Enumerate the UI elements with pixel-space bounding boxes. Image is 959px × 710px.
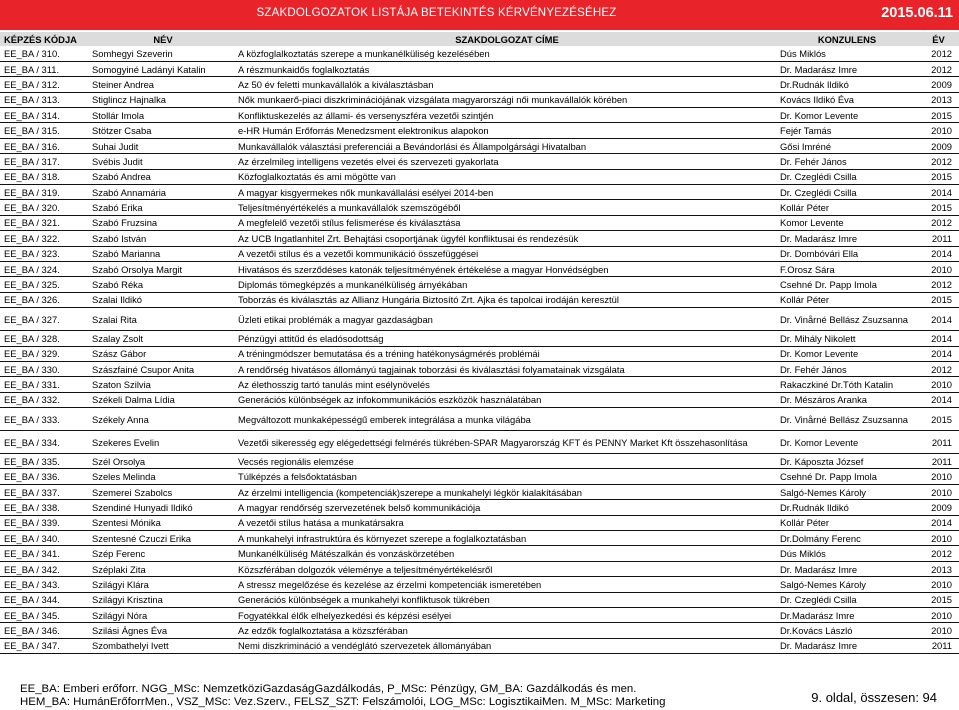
print-date: 2015.06.11 (881, 5, 953, 21)
cell-year: 2009 (931, 140, 952, 152)
cell-konzulens: Salgó-Nemes Károly (780, 486, 866, 498)
cell-title: e-HR Humán Erőforrás Menedzsment elektronikus alapokon (238, 125, 489, 137)
cell-name: Szalay Zsolt (92, 332, 144, 344)
cell-konzulens: Dr. Dombóvári Ella (780, 248, 859, 260)
cell-code: EE_BA / 344. (4, 594, 60, 606)
table-row (0, 469, 959, 484)
table-row (0, 531, 959, 546)
cell-konzulens: Dr. Czeglédi Csilla (780, 594, 857, 606)
cell-konzulens: Dr. Vinårné Bellász Zsuzsanna (780, 313, 909, 325)
title-banner (0, 0, 959, 30)
abbreviation-legend (20, 683, 665, 709)
cell-name: Széplaki Zita (92, 563, 146, 575)
cell-title: Vecsés regionális elemzése (238, 455, 354, 467)
table-row (0, 484, 959, 499)
cell-name: Szabó István (92, 232, 147, 244)
cell-code: EE_BA / 315. (4, 125, 60, 137)
cell-title: Az UCB Ingatlanhitel Zrt. Behajtási csoportjának ügyfél konfliktusai és rendezésük (238, 232, 579, 244)
table-row (0, 561, 959, 576)
cell-code: EE_BA / 337. (4, 486, 60, 498)
cell-code: EE_BA / 323. (4, 248, 60, 260)
cell-name: Szekeres Evelin (92, 436, 160, 448)
table-row (0, 377, 959, 392)
cell-title: Vezetői sikeresség egy elégedettségi felmérés tükrében-SPAR Magyarország KFT és PENNY Market Kft összehasonlítása (238, 436, 748, 448)
cell-title: Az élethosszig tartó tanulás mint esélynövelés (238, 379, 430, 390)
cell-code: EE_BA / 333. (4, 413, 60, 425)
table-row (0, 346, 959, 361)
cell-code: EE_BA / 330. (4, 363, 60, 375)
cell-code: EE_BA / 342. (4, 563, 60, 575)
cell-konzulens: Dús Miklós (780, 47, 826, 59)
cell-konzulens: Dús Miklós (780, 548, 826, 560)
cell-year: 2015 (931, 594, 952, 606)
cell-title: Hivatásos és szerződéses katonák teljesítményének értékelése a magyar Honvédségben (238, 263, 609, 275)
cell-code: EE_BA / 311. (4, 63, 60, 75)
cell-konzulens: Dr. Madarász Imre (780, 63, 858, 75)
cell-name: Szemerei Szabolcs (92, 486, 173, 498)
cell-konzulens: Dr. Vinårné Bellász Zsuzsanna (780, 413, 909, 425)
cell-code: EE_BA / 316. (4, 140, 60, 152)
cell-name: Suhai Judit (92, 140, 139, 152)
cell-konzulens: Dr. Komor Levente (780, 109, 859, 121)
cell-code: EE_BA / 343. (4, 578, 60, 590)
cell-title: Nemi diszkrimináció a vendéglátó szervezetek állományában (238, 640, 492, 652)
legend-line: EE_BA: Emberi erőforr. NGG_MSc: NemzetköziGazdaságGazdálkodás, P_MSc: Pénzügy, GM_BA: Gazdálkodás és men. (20, 683, 637, 695)
cell-name: Stiglincz Hajnalka (92, 94, 166, 106)
table-row (0, 277, 959, 292)
cell-year: 2010 (931, 486, 952, 498)
cell-title: A megfelelő vezetői stílus felismerése és kiválasztása (238, 217, 461, 229)
cell-name: Szilágyi Nóra (92, 609, 148, 621)
cell-year: 2015 (931, 109, 952, 121)
cell-name: Szalai Ildikó (92, 294, 143, 306)
cell-title: Nők munkaerő-piaci diszkriminációjának vizsgálata magyarországi női munkavállalók körében (238, 94, 628, 106)
cell-konzulens: Kollár Péter (780, 294, 829, 306)
cell-konzulens: Dr.Kovács László (780, 625, 853, 637)
cell-name: Szaton Szilvia (92, 379, 151, 390)
cell-konzulens: Fejér Tamás (780, 125, 832, 137)
cell-code: EE_BA / 322. (4, 232, 60, 244)
cell-title: Generációs különbségek az infokommunikációs eszközök használatában (238, 394, 542, 406)
cell-code: EE_BA / 346. (4, 625, 60, 637)
table-row (0, 61, 959, 76)
cell-title: A részmunkaidős foglalkoztatás (238, 63, 370, 75)
cell-year: 2013 (931, 563, 952, 575)
cell-year: 2009 (931, 78, 952, 90)
cell-code: EE_BA / 334. (4, 436, 60, 448)
cell-name: Szilágyi Krisztina (92, 594, 163, 606)
column-header-konzulens: KONZULENS (776, 32, 914, 46)
table-row (0, 123, 959, 138)
table-row (0, 308, 959, 331)
cell-year: 2010 (931, 263, 952, 275)
cell-konzulens: Komor Levente (780, 217, 844, 229)
cell-title: Generációs különbségek a munkahelyi konfliktusok tükrében (238, 594, 490, 606)
cell-konzulens: Dr.Dolmány Ferenc (780, 532, 861, 544)
cell-title: A munkahelyi infrastruktúra és környezet szerepe a foglalkoztatásban (238, 532, 527, 544)
cell-title: Diplomás tömegképzés a munkanélküliség árnyékában (238, 279, 468, 291)
cell-year: 2011 (931, 640, 952, 652)
cell-code: EE_BA / 314. (4, 109, 60, 121)
cell-code: EE_BA / 317. (4, 155, 60, 167)
cell-name: Szabó Annamária (92, 186, 167, 198)
table-row (0, 608, 959, 623)
cell-year: 2010 (931, 125, 952, 137)
cell-year: 2014 (931, 517, 952, 529)
cell-name: Szászfainé Csupor Anita (92, 363, 195, 375)
table-row (0, 408, 959, 431)
cell-name: Szendiné Hunyadi Ildikó (92, 501, 193, 513)
cell-year: 2012 (931, 217, 952, 229)
cell-code: EE_BA / 318. (4, 171, 60, 183)
column-header-title: SZAKDOLGOZAT CÍME (234, 32, 776, 46)
table-row (0, 500, 959, 515)
cell-name: Szombathelyi Ivett (92, 640, 169, 652)
cell-year: 2014 (931, 332, 952, 344)
cell-konzulens: Dr. Czeglédi Csilla (780, 171, 857, 183)
cell-year: 2010 (931, 578, 952, 590)
cell-title: Pénzügyi attitűd és eladósodottság (238, 332, 384, 344)
cell-konzulens: Kollár Péter (780, 517, 829, 529)
cell-year: 2014 (931, 348, 952, 360)
cell-code: EE_BA / 327. (4, 313, 60, 325)
cell-title: Konfliktuskezelés az állami- és versenyszféra vezetői szintjén (238, 109, 494, 121)
cell-year: 2013 (931, 94, 952, 106)
cell-year: 2010 (931, 625, 952, 637)
cell-konzulens: Dr. Mihály Nikolett (780, 332, 856, 344)
cell-code: EE_BA / 313. (4, 94, 60, 106)
cell-year: 2014 (931, 248, 952, 260)
cell-konzulens: Dr. Komor Levente (780, 436, 859, 448)
cell-name: Steiner Andrea (92, 78, 155, 90)
cell-konzulens: Dr. Mészáros Aranka (780, 394, 868, 406)
cell-title: Túlképzés a felsőoktatásban (238, 471, 357, 483)
cell-year: 2012 (931, 155, 952, 167)
cell-code: EE_BA / 329. (4, 348, 60, 360)
cell-name: Szép Ferenc (92, 548, 146, 560)
cell-code: EE_BA / 339. (4, 517, 60, 529)
cell-title: Az érzelmileg intelligens vezetés elvei és szervezeti gyakorlata (238, 155, 499, 167)
cell-title: Az edzők foglalkoztatása a közszférában (238, 625, 408, 637)
column-header-code: KÉPZÉS KÓDJA (0, 32, 88, 46)
cell-konzulens: Dr. Madarász Imre (780, 563, 858, 575)
cell-year: 2015 (931, 202, 952, 214)
cell-title: Az érzelmi intelligencia (kompetenciák)szerepe a munkahelyi légkör kialakításában (238, 486, 582, 498)
cell-konzulens: Gősi Imréné (780, 140, 832, 152)
cell-title: Megváltozott munkaképességű emberek integrálása a munka világába (238, 413, 531, 425)
cell-year: 2011 (931, 232, 952, 244)
cell-year: 2012 (931, 548, 952, 560)
cell-title: A magyar rendőrség szervezetének belső kommunikációja (238, 501, 481, 513)
cell-name: Stötzer Csaba (92, 125, 152, 137)
cell-name: Szél Orsolya (92, 455, 146, 467)
cell-name: Svébis Judit (92, 155, 143, 167)
cell-konzulens: Dr. Káposzta József (780, 455, 864, 467)
cell-year: 2014 (931, 186, 952, 198)
thesis-table (0, 32, 959, 654)
table-row (0, 169, 959, 184)
cell-year: 2012 (931, 363, 952, 375)
table-row (0, 361, 959, 376)
cell-name: Székeli Dalma Lídia (92, 394, 175, 406)
page-counter: 9. oldal, összesen: 94 (811, 690, 937, 705)
cell-year: 2015 (931, 413, 952, 425)
cell-name: Stollár Imola (92, 109, 145, 121)
cell-year: 2010 (931, 471, 952, 483)
cell-code: EE_BA / 320. (4, 202, 60, 214)
cell-code: EE_BA / 321. (4, 217, 60, 229)
cell-name: Somhegyi Szeverin (92, 47, 173, 59)
cell-year: 2015 (931, 294, 952, 306)
table-header-row (0, 32, 959, 46)
table-row (0, 454, 959, 469)
table-row (0, 577, 959, 592)
table-row (0, 623, 959, 638)
cell-title: Munkavállalók választási preferenciái a Bevándorlási és Állampolgársági Hivatalban (238, 140, 587, 152)
cell-konzulens: Dr.Rudnák Ildikó (780, 501, 849, 513)
cell-title: Fogyatékkal élők elhelyezkedési és képzési esélyei (238, 609, 452, 621)
cell-name: Szabó Orsolya Margit (92, 263, 183, 275)
cell-name: Szabó Réka (92, 279, 144, 291)
cell-year: 2012 (931, 47, 952, 59)
cell-year: 2014 (931, 394, 952, 406)
cell-konzulens: Dr. Fehér János (780, 155, 847, 167)
cell-konzulens: Dr. Madarász Imre (780, 232, 858, 244)
cell-konzulens: F.Orosz Sára (780, 263, 835, 275)
page-title: SZAKDOLGOZATOK LISTÁJA BETEKINTÉS KÉRVÉNYEZÉSÉHEZ (256, 7, 617, 19)
cell-code: EE_BA / 326. (4, 294, 60, 306)
cell-year: 2014 (931, 313, 952, 325)
cell-name: Szabó Fruzsina (92, 217, 158, 229)
cell-konzulens: Dr.Rudnák Ildikó (780, 78, 849, 90)
cell-year: 2010 (931, 532, 952, 544)
table-row (0, 392, 959, 407)
cell-konzulens: Kollár Péter (780, 202, 829, 214)
table-row (0, 185, 959, 200)
cell-konzulens: Dr.Madarász Imre (780, 609, 855, 621)
table-row (0, 215, 959, 230)
cell-year: 2011 (931, 436, 952, 448)
cell-name: Szabó Andrea (92, 171, 151, 183)
cell-name: Szabó Erika (92, 202, 143, 214)
cell-name: Szeles Melinda (92, 471, 156, 483)
cell-title: A vezetői stílus és a vezetői kommunikáció összefüggései (238, 248, 479, 260)
cell-konzulens: Dr. Madarász Imre (780, 640, 858, 652)
table-row (0, 431, 959, 454)
table-row (0, 138, 959, 153)
cell-name: Szász Gábor (92, 348, 147, 360)
cell-code: EE_BA / 324. (4, 263, 60, 275)
cell-title: A vezetői stílus hatása a munkatársakra (238, 517, 404, 529)
cell-name: Szilási Ágnes Éva (92, 625, 168, 637)
table-row (0, 261, 959, 276)
table-row (0, 638, 959, 653)
cell-konzulens: Dr. Czeglédi Csilla (780, 186, 857, 198)
cell-name: Szentesné Czuczi Erika (92, 532, 192, 544)
cell-code: EE_BA / 336. (4, 471, 60, 483)
cell-year: 2009 (931, 501, 952, 513)
cell-title: A rendőrség hivatásos állományú tagjainak toborzási és kiválasztási folyamatainak vizsgálata (238, 363, 625, 375)
cell-title: Az 50 év feletti munkavállalók a kiválasztásban (238, 78, 434, 90)
cell-code: EE_BA / 347. (4, 640, 60, 652)
table-row (0, 77, 959, 92)
cell-konzulens: Dr. Fehér János (780, 363, 847, 375)
cell-code: EE_BA / 328. (4, 332, 60, 344)
cell-title: A stressz megelőzése és kezelése az érzelmi kompetenciák ismeretében (238, 578, 542, 590)
cell-title: Üzleti etikai problémák a magyar gazdaságban (238, 313, 433, 325)
cell-year: 2012 (931, 63, 952, 75)
cell-name: Szentesi Mónika (92, 517, 161, 529)
cell-konzulens: Kovács Ildikó Éva (780, 94, 854, 106)
cell-code: EE_BA / 338. (4, 501, 60, 513)
table-row (0, 515, 959, 530)
cell-year: 2015 (931, 171, 952, 183)
cell-code: EE_BA / 325. (4, 279, 60, 291)
cell-title: Közfoglalkoztatás és ami mögötte van (238, 171, 396, 183)
table-row (0, 246, 959, 261)
cell-title: A tréningmódszer bemutatása és a tréning hatékonyságmérés problémái (238, 348, 540, 360)
column-header-year: ÉV (914, 32, 959, 46)
table-row (0, 108, 959, 123)
cell-code: EE_BA / 335. (4, 455, 60, 467)
cell-name: Szalai Rita (92, 313, 137, 325)
cell-year: 2011 (931, 455, 952, 467)
cell-code: EE_BA / 331. (4, 379, 60, 390)
cell-title: Munkanélküliség Mátészalkán és vonzáskörzetében (238, 548, 455, 560)
cell-name: Szabó Marianna (92, 248, 161, 260)
cell-title: A magyar kisgyermekes nők munkavállalási esélyei 2014-ben (238, 186, 494, 198)
cell-name: Székely Anna (92, 413, 149, 425)
table-row (0, 231, 959, 246)
legend-line: HEM_BA: HumánErőforrMen., VSZ_MSc: Vez.Szerv., FELSZ_SZT: Felszámolói, LOG_MSc: LogisztikaiMen. M_MSc: Marketing (20, 696, 666, 708)
cell-name: Somogyiné Ladányi Katalin (92, 63, 206, 75)
cell-code: EE_BA / 332. (4, 394, 60, 406)
table-row (0, 292, 959, 307)
table-row (0, 546, 959, 561)
table-row (0, 592, 959, 607)
cell-code: EE_BA / 310. (4, 47, 60, 59)
cell-code: EE_BA / 341. (4, 548, 60, 560)
cell-year: 2010 (931, 609, 952, 621)
cell-code: EE_BA / 319. (4, 186, 60, 198)
cell-konzulens: Rakaczkiné Dr.Tóth Katalin (780, 379, 894, 390)
table-row (0, 331, 959, 346)
cell-code: EE_BA / 340. (4, 532, 60, 544)
cell-title: Teljesítményértékelés a munkavállalók szemszögéből (238, 202, 461, 214)
cell-code: EE_BA / 345. (4, 609, 60, 621)
cell-code: EE_BA / 312. (4, 78, 60, 90)
cell-konzulens: Salgó-Nemes Károly (780, 578, 866, 590)
table-row (0, 46, 959, 61)
cell-title: A közfoglalkoztatás szerepe a munkanélküliség kezelésében (238, 47, 490, 59)
cell-title: Toborzás és kiválasztás az Allianz Hungária Biztosító Zrt. Ajka és tapolcai irodáján keresztül (238, 294, 619, 306)
cell-title: Közszférában dolgozók véleménye a teljesítményértékelésről (238, 563, 493, 575)
cell-konzulens: Csehné Dr. Papp Imola (780, 279, 877, 291)
cell-year: 2012 (931, 279, 952, 291)
cell-name: Szilágyi Klára (92, 578, 149, 590)
table-row (0, 154, 959, 169)
cell-konzulens: Dr. Komor Levente (780, 348, 859, 360)
column-header-name: NÉV (88, 32, 234, 46)
cell-year: 2010 (931, 379, 952, 390)
table-row (0, 92, 959, 107)
table-row (0, 200, 959, 215)
cell-konzulens: Csehné Dr. Papp Imola (780, 471, 877, 483)
